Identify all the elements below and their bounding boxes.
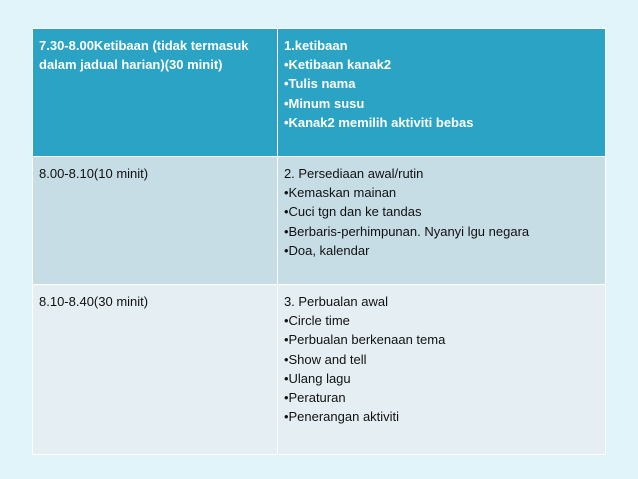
time-cell [33,285,278,455]
time-cell [33,29,278,157]
table-row [33,285,606,455]
time-label: 8.10-8.40(30 minit) [39,294,149,309]
activity-item: •Show and tell [283,351,367,367]
activity-item: •Ulang lagu [283,370,351,386]
activity-cell [277,29,605,157]
activity-heading: 1.ketibaan [283,38,348,53]
activity-item: •Circle time [283,313,350,329]
activity-heading: 3. Perbualan awal [283,294,389,309]
activity-item: •Minum susu [283,95,365,111]
activity-item: •Doa, kalendar [283,242,370,258]
activity-cell [277,285,605,455]
activity-heading: 2. Persediaan awal/rutin [283,166,424,181]
time-label: 8.00-8.10(10 minit) [39,166,149,181]
schedule-table [32,28,606,455]
activity-item: •Peraturan [283,390,346,406]
time-label: 7.30-8.00Ketibaan (tidak termasuk dalam jadual harian)(30 minit) [39,38,249,73]
activity-item: •Cuci tgn dan ke tandas [283,204,422,220]
activity-item: •Berbaris-perhimpunan. Nyanyi lgu negara [283,223,530,239]
table-row [33,157,606,285]
activity-item: •Perbualan berkenaan tema [283,332,446,348]
time-cell [33,157,278,285]
activity-item: •Kemaskan mainan [283,185,397,201]
activity-item: •Penerangan aktiviti [283,409,400,425]
activity-item: •Ketibaan kanak2 [283,57,392,73]
activity-cell [277,157,605,285]
table-row [33,29,606,157]
activity-item: •Tulis nama [283,76,356,92]
activity-item: •Kanak2 memilih aktiviti bebas [283,114,474,130]
